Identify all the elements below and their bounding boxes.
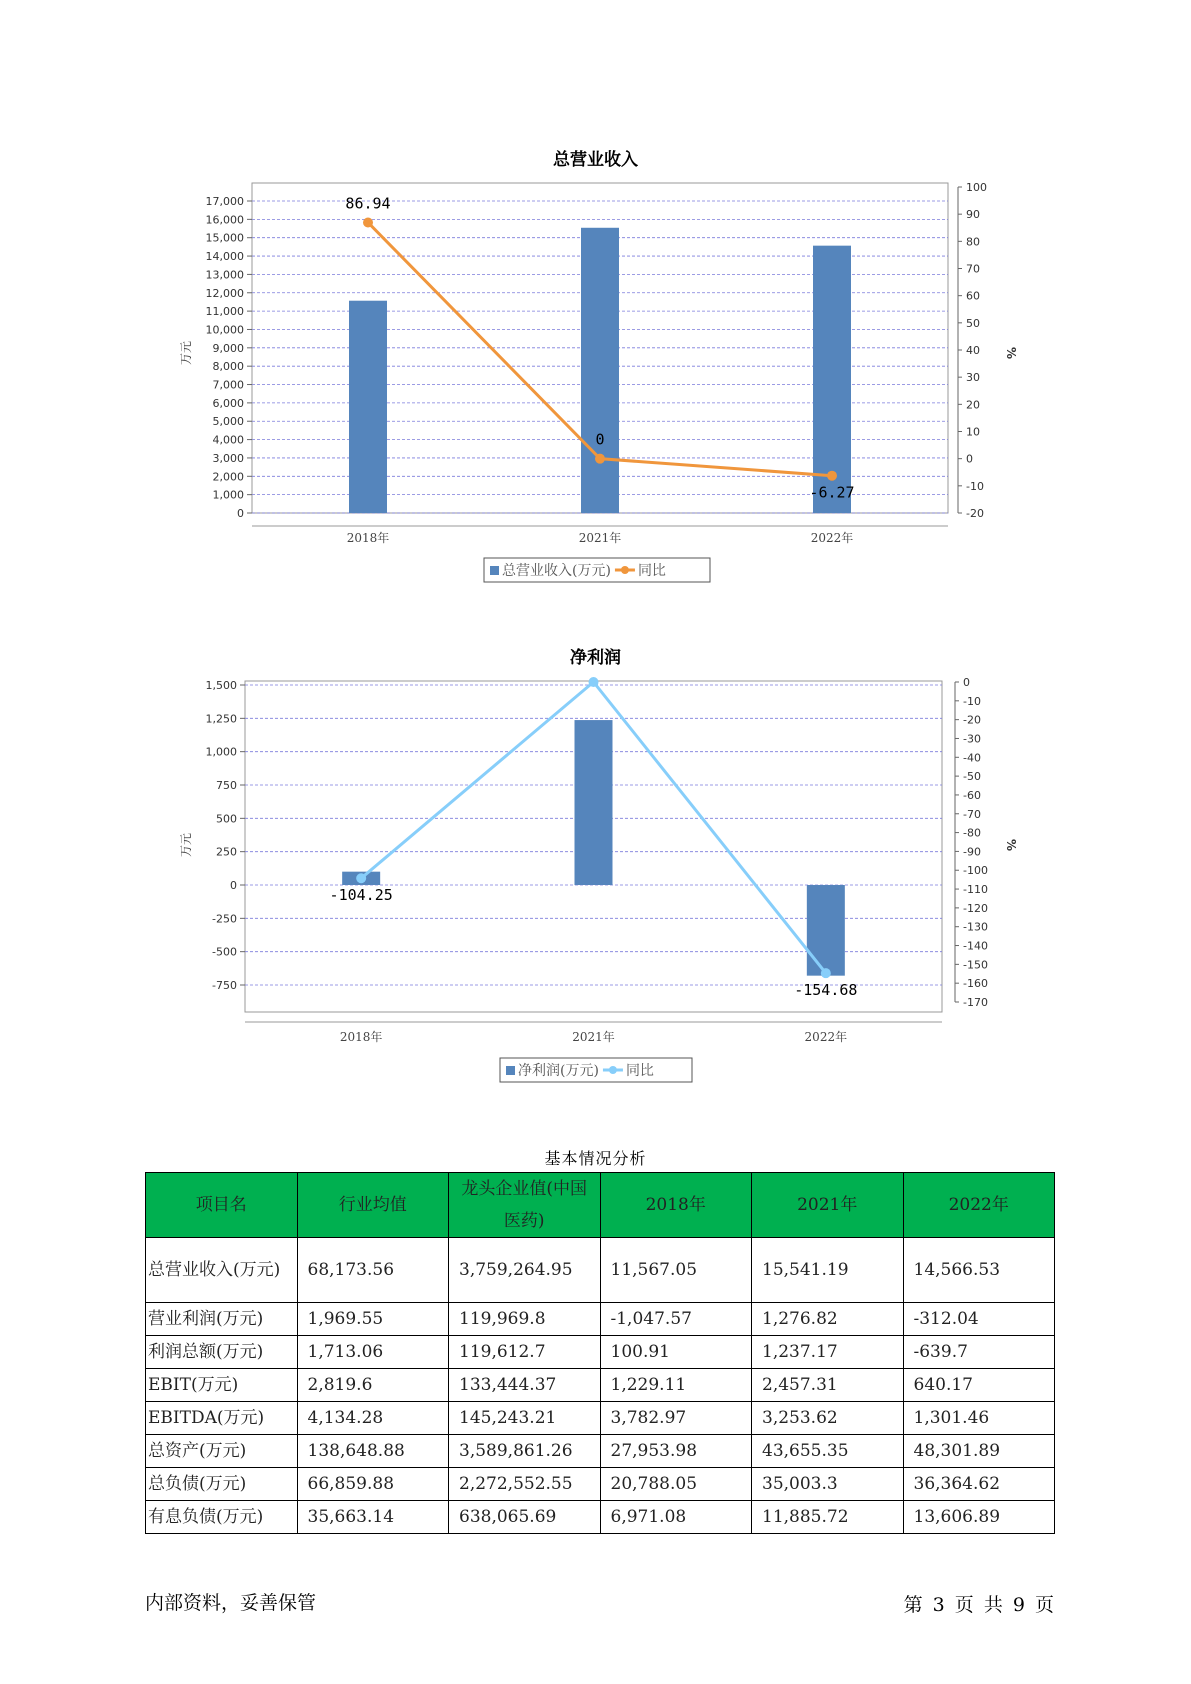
- table-cell: 3,759,264.95: [449, 1238, 601, 1303]
- y2-axis-tick-label: -30: [963, 732, 981, 746]
- footer-confidential-note: 内部资料，妥善保管: [145, 1592, 317, 1614]
- table-cell: -1,047.57: [600, 1303, 752, 1336]
- table-row: [146, 1402, 1055, 1435]
- y-axis-tick-label: 7,000: [212, 378, 244, 392]
- y2-axis-tick-label: -120: [963, 901, 988, 915]
- legend-bar-swatch: [506, 1066, 515, 1075]
- y-axis-tick-label: 250: [216, 845, 237, 859]
- table-cell: 2,272,552.55: [449, 1468, 601, 1501]
- table-cell: 638,065.69: [449, 1501, 601, 1534]
- y2-axis-tick-label: -80: [963, 826, 981, 840]
- y-axis-tick-label: 1,000: [212, 488, 244, 502]
- bar: [807, 885, 845, 976]
- x-axis-tick-label: 2021年: [578, 531, 622, 545]
- header-cell: 2018年: [600, 1173, 752, 1238]
- y-axis-tick-label: 2,000: [212, 470, 244, 484]
- y2-axis-tick-label: 30: [966, 371, 980, 385]
- table-cell: -639.7: [903, 1336, 1055, 1369]
- row-label: EBIT(万元): [146, 1369, 298, 1402]
- header-cell: 行业均值: [297, 1173, 449, 1238]
- y2-axis-tick-label: -130: [963, 920, 988, 934]
- table-cell: 48,301.89: [903, 1435, 1055, 1468]
- row-label: 营业利润(万元): [146, 1303, 298, 1336]
- table-cell: 3,253.62: [752, 1402, 904, 1435]
- table-cell: 35,663.14: [297, 1501, 449, 1534]
- table-cell: 43,655.35: [752, 1435, 904, 1468]
- table-cell: 36,364.62: [903, 1468, 1055, 1501]
- y-axis-title: 万元: [179, 832, 193, 858]
- y-axis-tick-label: 17,000: [205, 195, 244, 208]
- y-axis-tick-label: 0: [230, 879, 237, 892]
- revenue-chart: [0, 175, 1191, 605]
- table-cell: 13,606.89: [903, 1501, 1055, 1534]
- table-row: [146, 1238, 1055, 1303]
- x-axis-tick-label: 2018年: [346, 531, 390, 545]
- line-point: [821, 968, 831, 978]
- y2-axis-tick-label: -10: [963, 694, 981, 708]
- table-cell: 15,541.19: [752, 1238, 904, 1303]
- table-cell: 1,713.06: [297, 1336, 449, 1369]
- table-cell: 1,229.11: [600, 1369, 752, 1402]
- table-cell: 2,819.6: [297, 1369, 449, 1402]
- table-cell: 66,859.88: [297, 1468, 449, 1501]
- y2-axis-tick-label: -40: [963, 751, 981, 765]
- table-cell: 27,953.98: [600, 1435, 752, 1468]
- table-cell: 1,237.17: [752, 1336, 904, 1369]
- table-cell: 640.17: [903, 1369, 1055, 1402]
- table-row: [146, 1501, 1055, 1534]
- legend-label: 同比: [637, 563, 666, 579]
- y-axis-tick-label: 5,000: [212, 415, 244, 429]
- header-cell: 2022年: [903, 1173, 1055, 1238]
- y-axis-tick-label: 1,000: [205, 745, 237, 759]
- y-axis-tick-label: 15,000: [205, 231, 244, 245]
- y-axis-tick-label: 6,000: [212, 396, 244, 410]
- table-cell: 3,589,861.26: [449, 1435, 601, 1468]
- footer-page-number: 第 3 页 共 9 页: [903, 1594, 1054, 1616]
- line-point: [356, 873, 366, 883]
- y2-axis-tick-label: -90: [963, 845, 981, 859]
- y2-axis-tick-label: -160: [963, 977, 988, 991]
- table-cell: 2,457.31: [752, 1369, 904, 1402]
- table-cell: 11,885.72: [752, 1501, 904, 1534]
- header-cell: 项目名: [146, 1173, 298, 1238]
- legend-label: 同比: [625, 1063, 654, 1079]
- row-label: 有息负债(万元): [146, 1501, 298, 1534]
- table-cell: 119,612.7: [449, 1336, 601, 1369]
- table-cell: 1,276.82: [752, 1303, 904, 1336]
- y2-axis-title: %: [1004, 346, 1018, 360]
- y2-axis-title: %: [1004, 838, 1018, 852]
- table-cell: 6,971.08: [600, 1501, 752, 1534]
- basic-analysis-table: [145, 1172, 1055, 1534]
- y-axis-tick-label: -250: [212, 912, 237, 926]
- chart-title-net-profit: 净利润: [570, 648, 621, 668]
- table-row: [146, 1303, 1055, 1336]
- y2-axis-tick-label: -70: [963, 807, 981, 821]
- y2-axis-tick-label: 20: [966, 398, 980, 412]
- data-label: 86.94: [345, 194, 391, 213]
- y2-axis-tick-label: 0: [966, 452, 973, 466]
- legend-label: 总营业收入(万元): [502, 563, 611, 579]
- y-axis-tick-label: 1,500: [205, 679, 237, 692]
- line-point: [595, 454, 605, 464]
- y-axis-tick-label: 9,000: [212, 341, 244, 355]
- row-label: EBITDA(万元): [146, 1402, 298, 1435]
- y2-axis-tick-label: -60: [963, 788, 981, 802]
- table-cell: 14,566.53: [903, 1238, 1055, 1303]
- y-axis-tick-label: 14,000: [205, 250, 244, 264]
- y2-axis-tick-label: -170: [963, 996, 988, 1009]
- line-point: [827, 471, 837, 481]
- y-axis-tick-label: -750: [212, 979, 237, 992]
- y2-axis-tick-label: 80: [966, 235, 980, 249]
- y-axis-tick-label: 750: [216, 779, 237, 792]
- header-cell: 龙头企业值(中国医药): [449, 1173, 601, 1238]
- table-cell: 133,444.37: [449, 1369, 601, 1402]
- net-profit-chart: [0, 675, 1191, 1095]
- table-cell: 1,969.55: [297, 1303, 449, 1336]
- x-axis-tick-label: 2018年: [339, 1030, 383, 1044]
- table-cell: 35,003.3: [752, 1468, 904, 1501]
- data-label: -6.27: [809, 483, 855, 502]
- table-cell: 20,788.05: [600, 1468, 752, 1501]
- y-axis-tick-label: 10,000: [205, 323, 244, 337]
- legend-bar-swatch: [490, 566, 499, 575]
- y2-axis-tick-label: 10: [966, 425, 980, 439]
- chart-title-revenue: 总营业收入: [553, 150, 638, 170]
- x-axis-tick-label: 2021年: [572, 1030, 615, 1044]
- table-row: [146, 1369, 1055, 1402]
- y2-axis-tick-label: -150: [963, 958, 988, 972]
- table-cell: 119,969.8: [449, 1303, 601, 1336]
- y2-axis-tick-label: -110: [963, 883, 988, 897]
- row-label: 总负债(万元): [146, 1468, 298, 1501]
- legend-label: 净利润(万元): [518, 1063, 599, 1079]
- x-axis-tick-label: 2022年: [804, 1030, 848, 1044]
- table-caption: 基本情况分析: [544, 1149, 647, 1168]
- table-cell: 68,173.56: [297, 1238, 449, 1303]
- y-axis-tick-label: 0: [237, 507, 244, 520]
- y2-axis-tick-label: 100: [966, 181, 987, 194]
- table-cell: 4,134.28: [297, 1402, 449, 1435]
- y2-axis-tick-label: -140: [963, 939, 988, 953]
- data-label: -154.68: [794, 981, 858, 1000]
- y-axis-tick-label: 500: [216, 812, 237, 826]
- legend-line-marker: [621, 566, 629, 574]
- y2-axis-tick-label: 0: [963, 676, 970, 689]
- table-header-row: [146, 1173, 1055, 1238]
- row-label: 利润总额(万元): [146, 1336, 298, 1369]
- y-axis-tick-label: 8,000: [212, 360, 244, 374]
- y2-axis-tick-label: 40: [966, 344, 980, 357]
- table-cell: 145,243.21: [449, 1402, 601, 1435]
- x-axis-tick-label: 2022年: [810, 531, 854, 545]
- y-axis-tick-label: 1,250: [205, 712, 237, 726]
- table-row: [146, 1468, 1055, 1501]
- data-label: -104.25: [329, 886, 393, 905]
- y2-axis-tick-label: -50: [963, 770, 981, 784]
- line-point: [589, 677, 599, 687]
- y2-axis-tick-label: 50: [966, 316, 980, 330]
- table-cell: 100.91: [600, 1336, 752, 1369]
- y-axis-tick-label: 12,000: [205, 286, 244, 300]
- table-row: [146, 1435, 1055, 1468]
- y-axis-tick-label: 3,000: [212, 451, 244, 465]
- line-point: [363, 217, 373, 227]
- y-axis-tick-label: 13,000: [205, 268, 244, 282]
- y2-axis-tick-label: 70: [966, 262, 980, 276]
- y2-axis-tick-label: -100: [963, 864, 988, 878]
- y2-axis-tick-label: 60: [966, 289, 980, 303]
- table-cell: -312.04: [903, 1303, 1055, 1336]
- y2-axis-tick-label: 90: [966, 208, 980, 222]
- bar: [581, 228, 619, 513]
- bar: [575, 720, 613, 885]
- table-cell: 3,782.97: [600, 1402, 752, 1435]
- header-cell: 2021年: [752, 1173, 904, 1238]
- y2-axis-tick-label: -20: [963, 713, 981, 727]
- row-label: 总营业收入(万元): [146, 1238, 298, 1303]
- y2-axis-tick-label: -10: [966, 479, 984, 493]
- y-axis-tick-label: 11,000: [205, 305, 244, 319]
- y2-axis-tick-label: -20: [966, 507, 984, 520]
- y-axis-tick-label: 4,000: [212, 433, 244, 447]
- bar: [349, 301, 387, 513]
- y-axis-tick-label: -500: [212, 945, 237, 959]
- data-label: 0: [595, 430, 605, 449]
- table-cell: 138,648.88: [297, 1435, 449, 1468]
- y-axis-tick-label: 16,000: [205, 213, 244, 227]
- row-label: 总资产(万元): [146, 1435, 298, 1468]
- y-axis-title: 万元: [179, 340, 193, 366]
- table-row: [146, 1336, 1055, 1369]
- legend-line-marker: [609, 1066, 617, 1074]
- table-cell: 11,567.05: [600, 1238, 752, 1303]
- table-cell: 1,301.46: [903, 1402, 1055, 1435]
